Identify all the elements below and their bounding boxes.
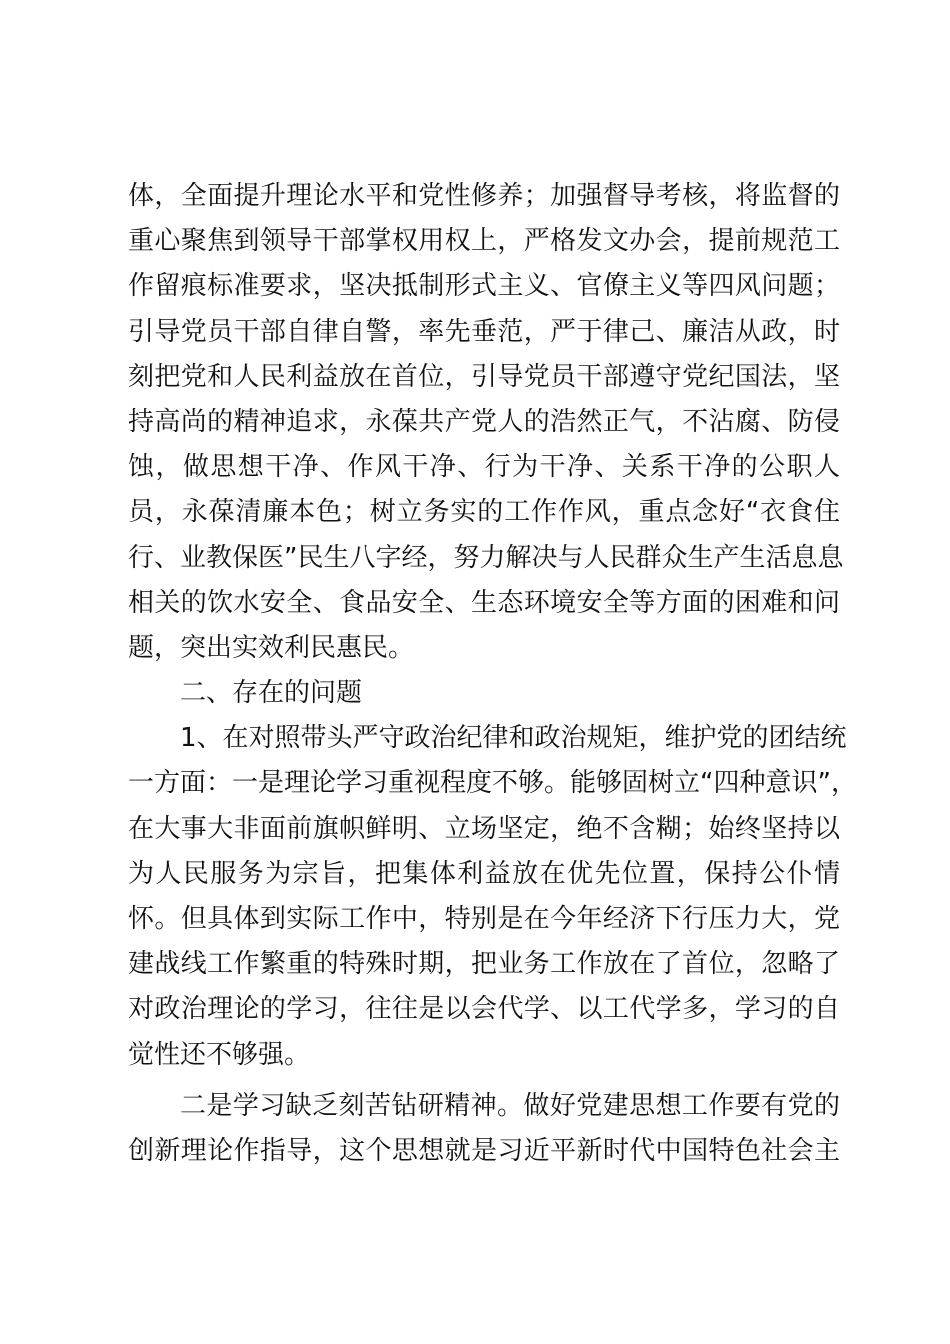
text-line: 1、在对照带头严守政治纪律和政治规矩，维护党的团结统 (180, 723, 847, 754)
text-line: 作留痕标准要求，坚决抵制形式主义、官僚主义等四风问题； (128, 271, 840, 302)
text-line: 为人民服务为宗旨，把集体利益放在优先位置，保持公仆情 (128, 858, 840, 889)
text-line: 相关的饮水安全、食品安全、生态环境安全等方面的困难和问 (128, 587, 840, 618)
text-line: 对政治理论的学习，往往是以会代学、以工代学多，学习的自 (128, 994, 840, 1025)
text-line: 刻把党和人民利益放在首位，引导党员干部遵守党纪国法，坚 (128, 361, 840, 392)
text-line: 重心聚焦到领导干部掌权用权上，严格发文办会，提前规范工 (128, 226, 840, 257)
text-line: 建战线工作繁重的特殊时期，把业务工作放在了首位，忽略了 (128, 949, 840, 980)
paragraph-2 (128, 1084, 840, 1174)
text-line: 持高尚的精神追求，永葆共产党人的浩然正气，不沾腐、防侵 (128, 406, 840, 437)
text-line: 创新理论作指导，这个思想就是习近平新时代中国特色社会主 (128, 1135, 840, 1166)
text-line: 员，永葆清廉本色；树立务实的工作作风，重点念好“衣食住 (128, 497, 840, 528)
text-line: 行、业教保医”民生八字经，努力解决与人民群众生产生活息息 (128, 542, 844, 573)
text-line: 觉性还不够强。 (128, 1039, 311, 1070)
paragraph-1 (128, 716, 857, 1078)
text-line: 怀。但具体到实际工作中，特别是在今年经济下行压力大，党 (128, 904, 840, 934)
text-line: 在大事大非面前旗帜鲜明、立场坚定，绝不含糊；始终坚持以 (128, 813, 840, 844)
text-line: 二是学习缺乏刻苦钻研精神。做好党建思想工作要有党的 (180, 1090, 840, 1121)
text-line: 引导党员干部自律自警，率先垂范，严于律己、廉洁从政，时 (128, 316, 840, 347)
section-heading: 二、存在的问题 (180, 678, 363, 709)
document-body (128, 174, 857, 1174)
text-line: 题，突出实效利民惠民。 (128, 632, 415, 663)
text-line: 一方面：一是理论学习重视程度不够。能够固树立“四种意识”， (128, 768, 857, 799)
text-line: 体，全面提升理论水平和党性修养；加强督导考核，将监督的 (128, 181, 840, 211)
text-line: 蚀，做思想干净、作风干净、行为干净、关系干净的公职人 (128, 452, 840, 483)
paragraph-continued (128, 174, 844, 671)
